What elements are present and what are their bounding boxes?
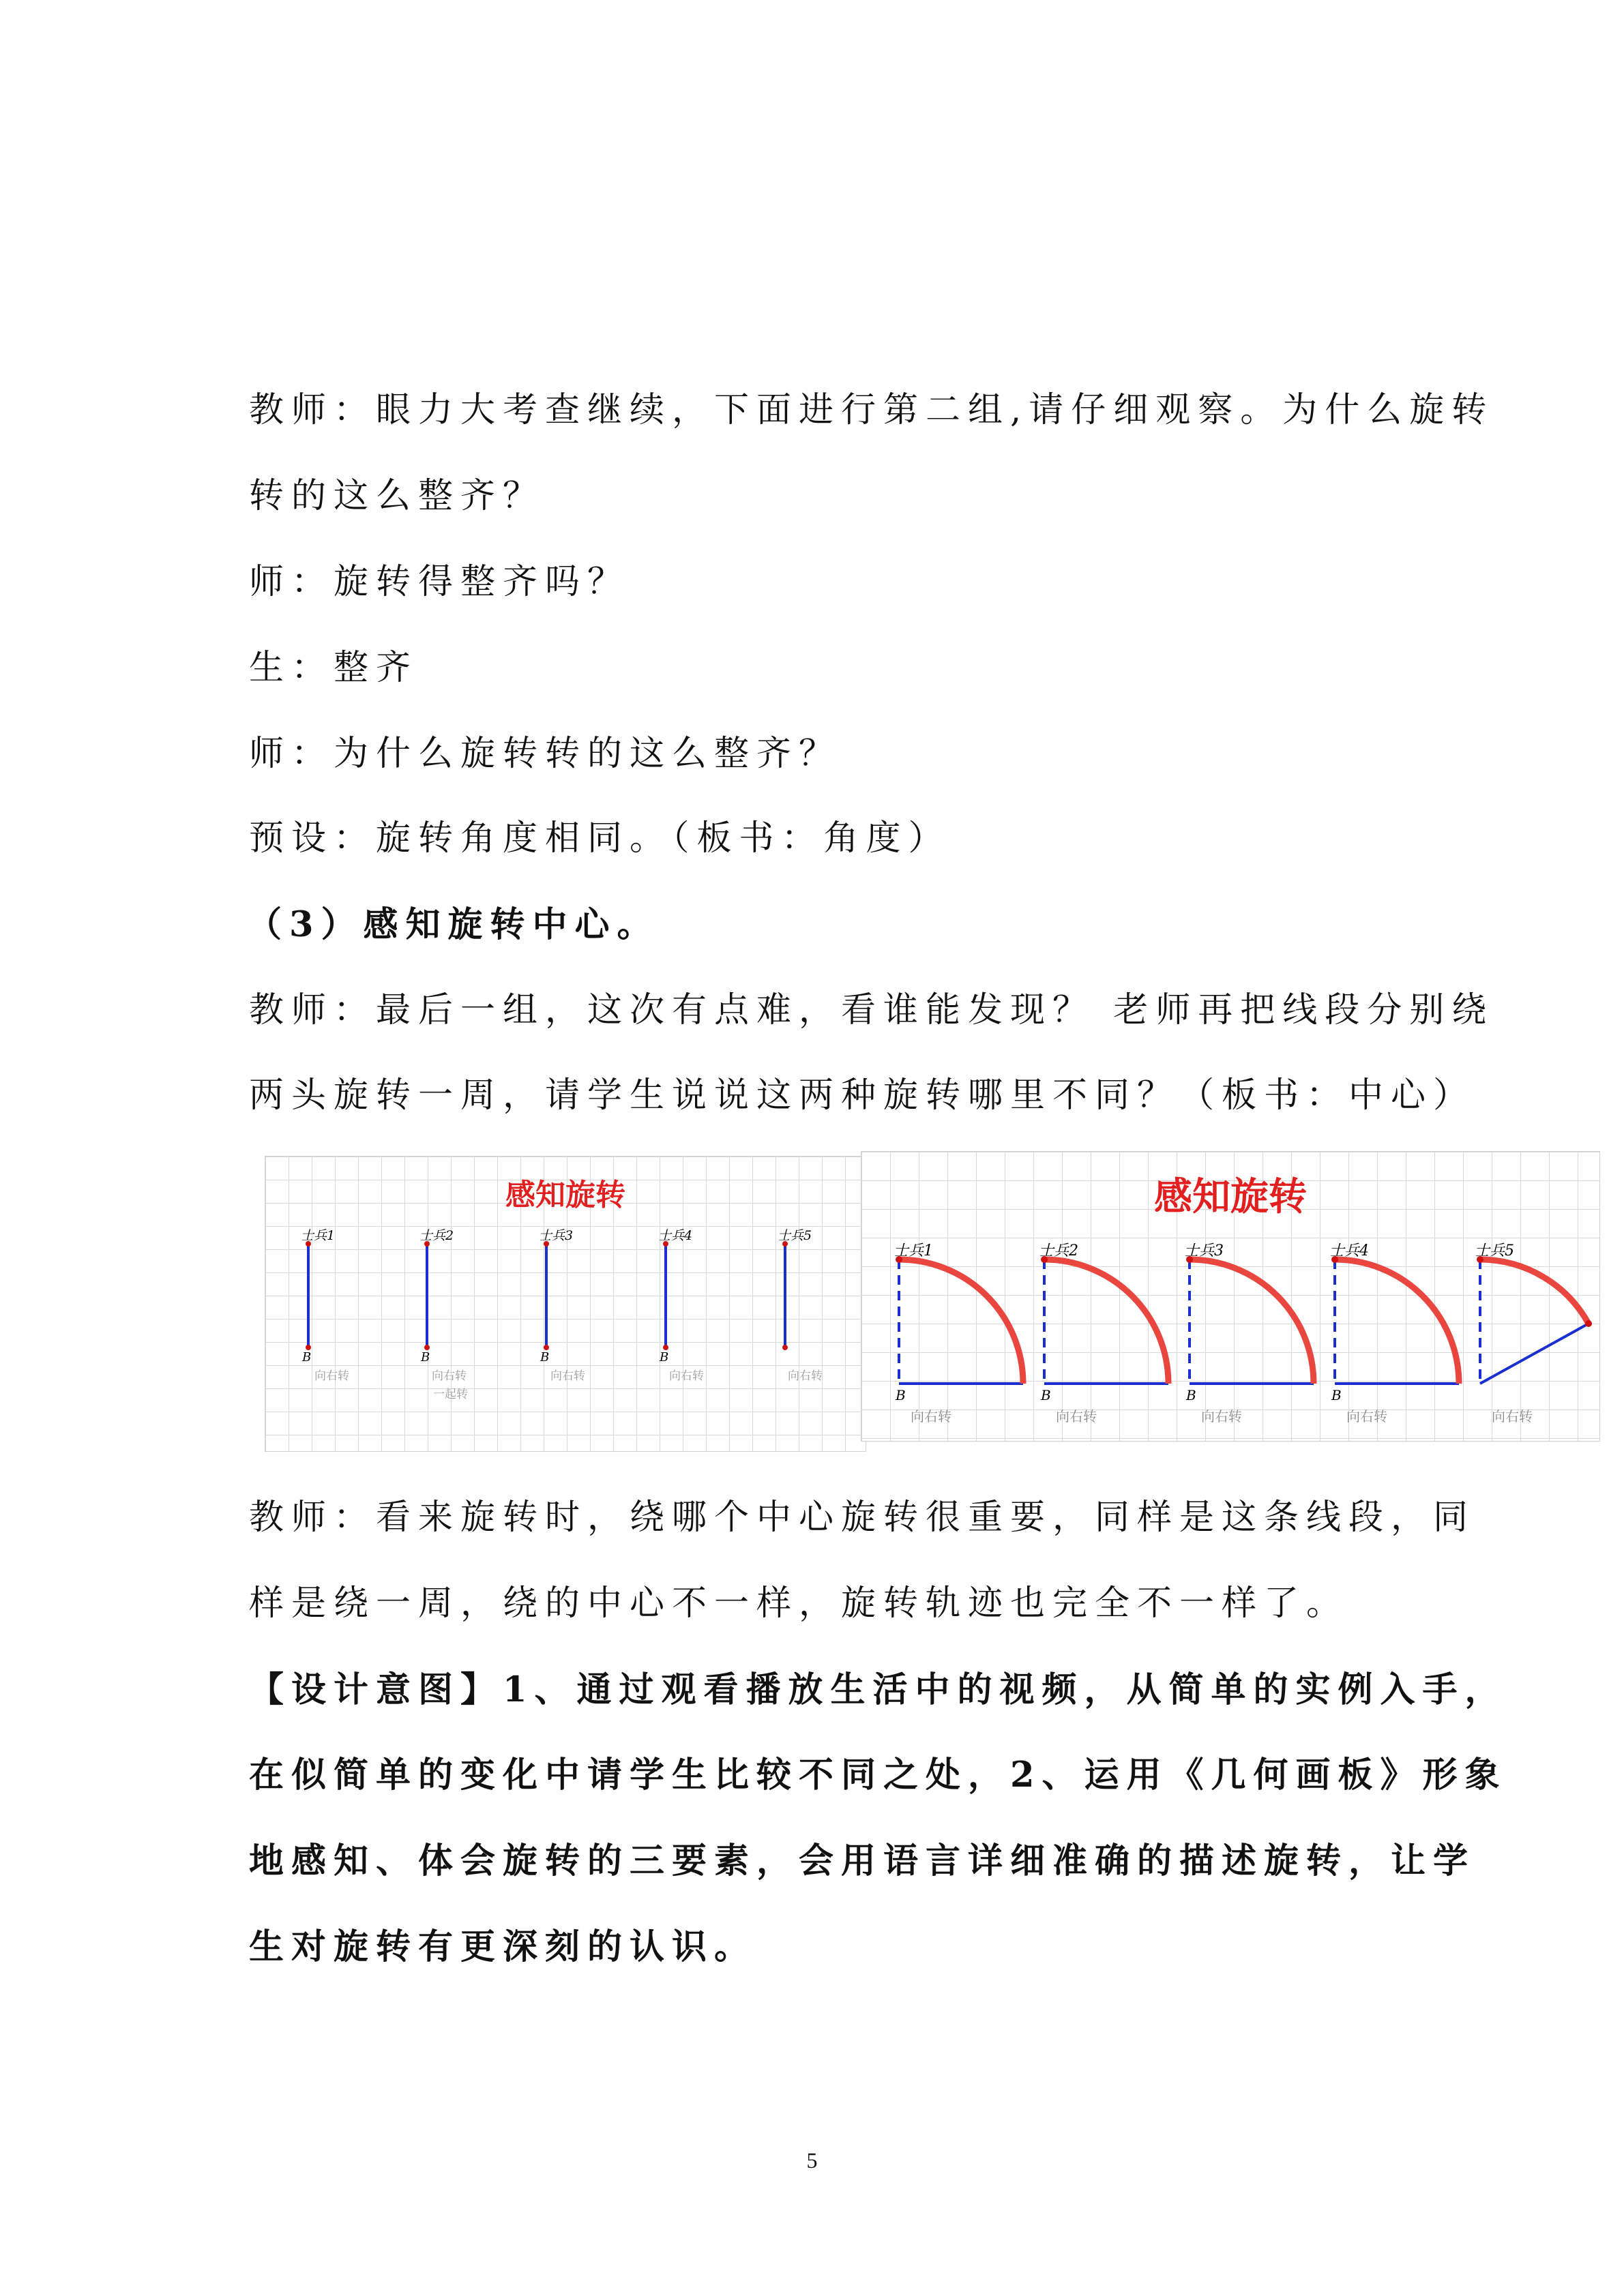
soldier-label-3: 士兵3 [539,1228,574,1243]
caption-4: 向右转 [1346,1408,1387,1425]
b-label-3: B [540,1350,550,1365]
paragraph-line-10: 教师：看来旋转时，绕哪个中心旋转很重要，同样是这条线段，同 [249,1497,1476,1538]
soldier-label-3: 士兵3 [1184,1242,1224,1259]
arc-5 [1480,1259,1589,1324]
arc-2 [1044,1259,1168,1384]
caption-3: 向右转 [550,1369,585,1383]
paragraph-line-5: 师：为什么旋转转的这么整齐？ [249,734,842,774]
design-intent-line-1: 【设计意图】1、通过观看播放生活中的视频，从简单的实例入手， [249,1669,1507,1710]
arc-1 [899,1259,1023,1384]
figure-left-drawing [265,1157,866,1451]
paragraph-line-8: 教师：最后一组，这次有点难，看谁能发现？ 老师再把线段分别绕 [249,990,1494,1030]
paragraph-line-1: 教师：眼力大考查继续，下面进行第二组,请仔细观察。为什么旋转 [249,390,1494,430]
figure-right [861,1151,1600,1442]
design-intent-line-2: 在似简单的变化中请学生比较不同之处，2、运用《几何画板》形象 [249,1755,1507,1795]
soldier-label-4: 士兵4 [1329,1242,1369,1259]
point-b-3 [544,1345,549,1350]
soldier-label-2: 士兵2 [419,1228,454,1243]
caption-5: 向右转 [1492,1408,1533,1425]
point-b-4 [663,1345,668,1350]
arc-3 [1190,1259,1314,1384]
caption-2: 向右转 [1056,1408,1097,1425]
soldier-label-5: 士兵5 [1475,1242,1514,1259]
figure-left-title: 感知旋转 [505,1178,625,1212]
paragraph-line-4: 生：整齐 [249,648,419,688]
b-label-3: B [1186,1387,1196,1403]
point-b-1 [306,1345,311,1350]
figure-right-drawing [861,1152,1599,1441]
point-end-5 [1585,1320,1592,1327]
caption-3: 向右转 [1201,1408,1242,1425]
caption-extra: 一起转 [433,1388,468,1401]
design-intent-line-3: 地感知、体会旋转的三要素，会用语言详细准确的描述旋转，让学 [249,1840,1476,1881]
point-b-5 [782,1345,788,1350]
soldier-label-1: 士兵1 [301,1228,336,1243]
b-label-4: B [660,1350,669,1365]
paragraph-line-11: 样是绕一周，绕的中心不一样，旋转轨迹也完全不一样了。 [249,1583,1349,1624]
caption-4: 向右转 [669,1369,704,1383]
caption-1: 向右转 [314,1369,349,1383]
b-label-4: B [1331,1387,1342,1403]
soldier-label-2: 士兵2 [1039,1242,1078,1259]
paragraph-line-3: 师：旋转得整齐吗？ [249,562,630,602]
soldier-label-4: 士兵4 [658,1228,693,1243]
b-label-2: B [1041,1387,1051,1403]
b-label-2: B [421,1350,430,1365]
section-heading: （3）感知旋转中心。 [247,904,660,945]
segment-5 [1480,1324,1589,1384]
figure-left [265,1156,866,1452]
figure-right-title: 感知旋转 [1154,1175,1307,1219]
paragraph-line-6: 预设：旋转角度相同。（板书：角度） [249,818,951,859]
caption-1: 向右转 [911,1408,951,1425]
caption-2: 向右转 [432,1369,467,1383]
soldier-label-1: 士兵1 [894,1242,933,1259]
paragraph-line-2: 转的这么整齐？ [249,476,546,516]
paragraph-line-9: 两头旋转一周，请学生说说这两种旋转哪里不同？（板书：中心） [249,1075,1476,1116]
design-intent-line-4: 生对旋转有更深刻的认识。 [249,1926,757,1967]
b-label-1: B [302,1350,312,1365]
caption-5: 向右转 [788,1369,823,1383]
point-b-2 [424,1345,430,1350]
page-number: 5 [806,2148,818,2173]
arc-4 [1335,1259,1459,1384]
b-label-1: B [896,1387,906,1403]
soldier-label-5: 士兵5 [778,1228,812,1243]
